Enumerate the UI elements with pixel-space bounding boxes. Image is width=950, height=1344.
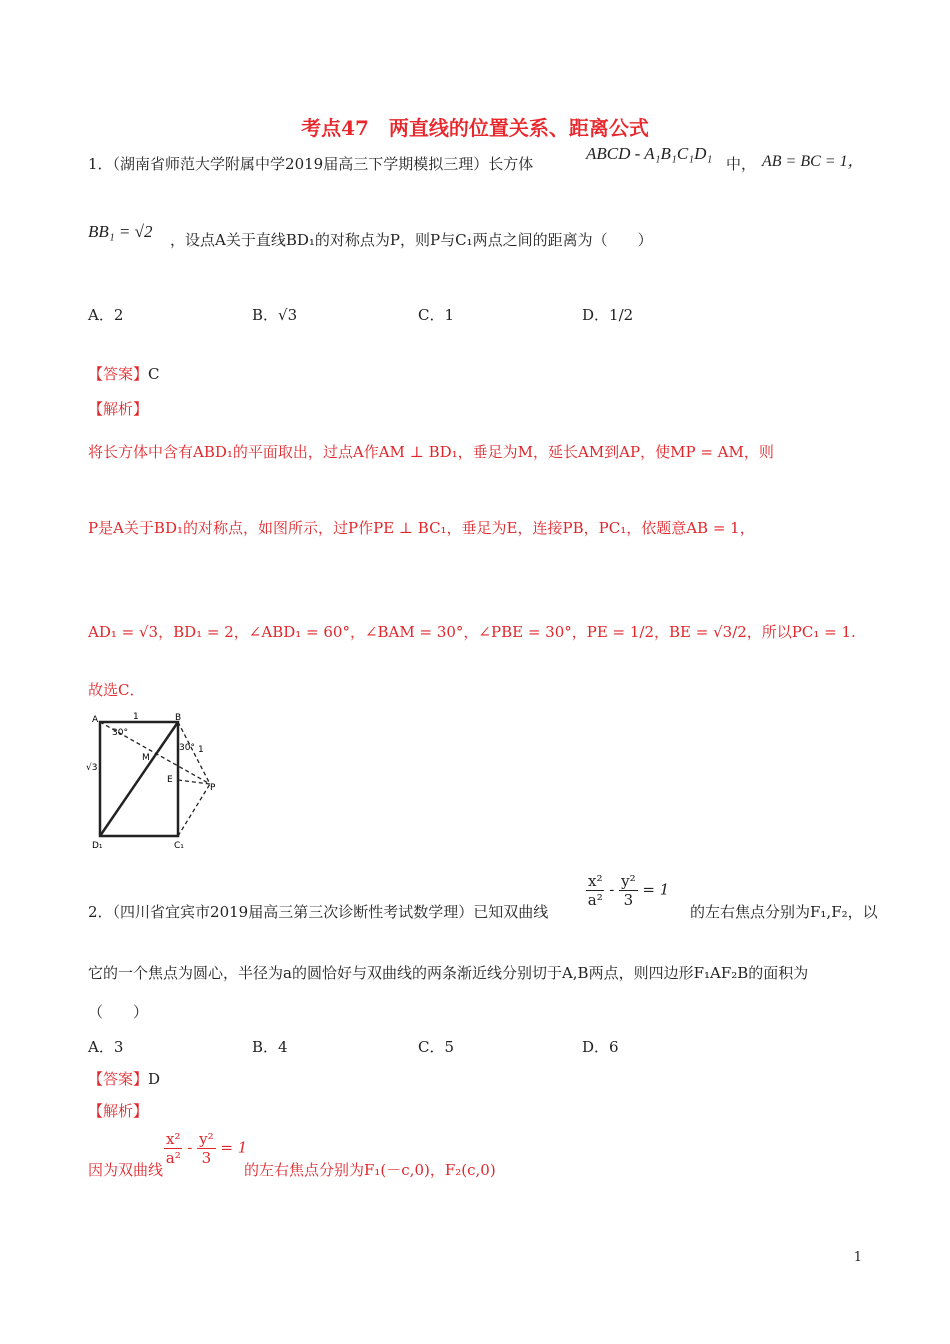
q2-solution-pre: 因为双曲线	[88, 1161, 164, 1179]
q1-stem-line2: ，设点A关于直线BD₁的对称点为P，则P与C₁两点之间的距离为（ ）	[170, 231, 653, 249]
fig-label-p: P	[210, 783, 216, 793]
fig-label-1-right: 1	[198, 745, 204, 755]
q1-source: 1．（湖南省师范大学附属中学2019届高三下学期模拟三理）长方体	[88, 155, 534, 173]
fig-label-1-top: 1	[133, 712, 139, 722]
q2-stem-line2: 它的一个焦点为圆心，半径为a的圆恰好与双曲线的两条渐近线分别切于A,B两点，则四边形F₁AF₂B的面积为	[88, 964, 809, 982]
q1-analysis-label: 【解析】	[88, 400, 149, 418]
q1-solution-line1: 将长方体中含有ABD₁的平面取出，过点A作AM ⊥ BD₁，垂足为M，延长AM到AP，使MP = AM，则	[88, 443, 774, 461]
q1-figure	[84, 708, 224, 854]
fig-label-a: A	[92, 715, 99, 725]
line-c1p	[178, 784, 210, 836]
q2-option-d: D．6	[582, 1038, 619, 1056]
q1-condition: AB = BC = 1，	[762, 153, 864, 170]
q2-answer-line	[88, 1068, 160, 1089]
q2-option-c: C．5	[418, 1038, 455, 1056]
fig-label-b: B	[175, 713, 182, 723]
fig-label-c1: C₁	[174, 841, 184, 851]
q1-solution-line3: AD₁ = √3，BD₁ = 2，∠ABD₁ = 60°，∠BAM = 30°，∠PBE = 30°，PE = 1/2，BE = √3/2，所以PC₁ = 1.	[88, 623, 856, 641]
q1-option-d: D．1/2	[582, 306, 634, 324]
q1-solution-line4: 故选C．	[88, 681, 145, 699]
q1-solution-line2: P是A关于BD₁的对称点，如图所示，过P作PE ⊥ BC₁，垂足为E，连接PB，PC₁，依题意AB = 1，	[88, 519, 755, 537]
q2-stem-line1-post: 的左右焦点分别为F₁,F₂，以	[690, 903, 878, 921]
fig-label-angle-b: 30°	[179, 743, 195, 753]
q1-bb1: BB₁ = √2	[88, 222, 153, 241]
fig-label-d1: D₁	[92, 841, 103, 851]
q2-option-a: A．3	[88, 1038, 124, 1056]
q2-solution-post: 的左右焦点分别为F₁(－c,0)，F₂(c,0)	[244, 1161, 496, 1179]
q2-analysis-label: 【解析】	[88, 1102, 149, 1120]
page-number: 1	[853, 1250, 862, 1265]
q2-option-b: B．4	[252, 1038, 288, 1056]
q2-hyperbola-equation: $\frac{\text{x²}}{\text{a²}}$ - $\frac{\text{y²}}{3}$ = 1	[587, 872, 670, 909]
fig-label-sqrt3: √3	[86, 763, 98, 773]
q1-answer-value: C	[148, 365, 160, 383]
fig-label-m: M	[142, 753, 150, 763]
q2-answer-label: 【答案】	[88, 1070, 149, 1088]
fig-label-e: E	[167, 775, 173, 785]
q1-box-name: ABCD - A₁B₁C₁D₁	[586, 144, 713, 163]
q2-stem-line3: （ ）	[88, 1003, 149, 1021]
q1-zhong: 中，	[726, 155, 757, 173]
fig-label-angle-a: 30°	[112, 728, 128, 738]
q2-stem-line1-pre: 2．（四川省宜宾市2019届高三第三次诊断性考试数学理）已知双曲线	[88, 903, 549, 921]
q1-option-c: C．1	[418, 306, 455, 324]
q1-stem-line1	[88, 154, 533, 174]
q1-answer-line	[88, 363, 160, 384]
q2-solution-equation: $\frac{\text{x²}}{\text{a²}}$ - $\frac{\text{y²}}{3}$ = 1	[165, 1130, 248, 1167]
q1-answer-label: 【答案】	[88, 365, 149, 383]
q1-option-a: A．2	[88, 306, 124, 324]
q2-answer-value: D	[148, 1070, 161, 1088]
q1-option-b: B．√3	[252, 306, 298, 324]
page-title: 考点47 两直线的位置关系、距离公式	[301, 116, 649, 140]
